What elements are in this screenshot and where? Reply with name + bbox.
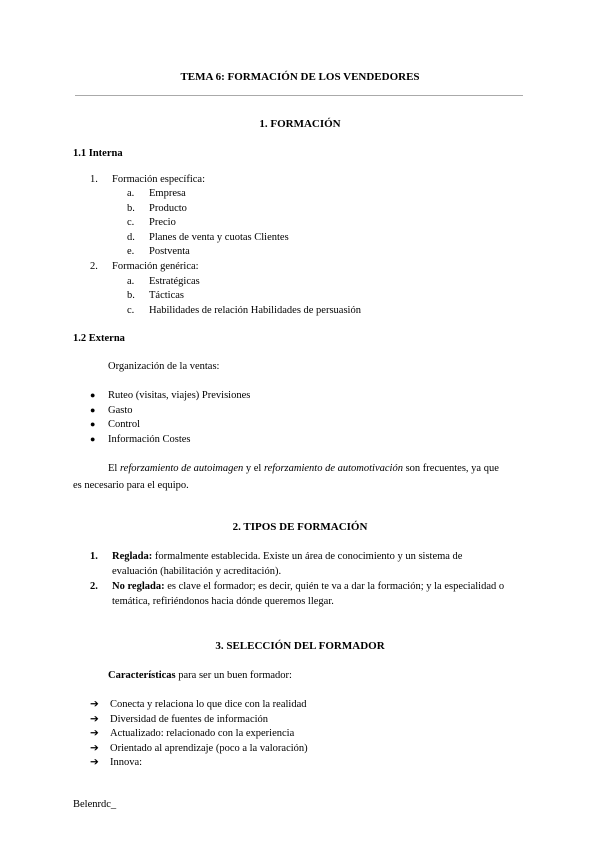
bullet-item bbox=[90, 434, 191, 445]
arrow-icon: ➔ bbox=[90, 699, 99, 710]
arrow-text: Diversidad de fuentes de información bbox=[110, 714, 269, 725]
note-text: El bbox=[108, 463, 120, 474]
footer-author: Belenrdc_ bbox=[73, 799, 117, 810]
arrow-icon: ➔ bbox=[90, 743, 99, 754]
subitem-letter: d. bbox=[127, 232, 135, 243]
bullet-icon: ● bbox=[90, 419, 96, 429]
document-title: TEMA 6: FORMACIÓN DE LOS VENDEDORES bbox=[180, 71, 420, 83]
subheading-externa: 1.2 Externa bbox=[73, 333, 125, 344]
list-subitem bbox=[127, 246, 190, 257]
externa-note-line2: es necesario para el equipo. bbox=[73, 480, 189, 491]
subitem-letter: a. bbox=[127, 188, 135, 199]
arrow-item bbox=[90, 698, 307, 710]
list-subitem bbox=[127, 290, 184, 301]
arrow-item bbox=[90, 756, 142, 768]
bullet-icon: ● bbox=[90, 405, 96, 415]
list-subitem bbox=[127, 276, 200, 287]
list-subitem bbox=[127, 203, 187, 214]
subitem-text: Empresa bbox=[149, 188, 186, 199]
item-text: es clave el formador; es decir, quién te va a dar la formación; y la especialidad o bbox=[167, 581, 505, 592]
list-item bbox=[90, 261, 199, 272]
intro-bold: Características bbox=[108, 670, 176, 681]
subitem-letter: c. bbox=[127, 217, 135, 228]
bullet-text: Control bbox=[108, 419, 141, 430]
list-item bbox=[90, 174, 205, 185]
arrow-text: Actualizado: relacionado con la experiencia bbox=[110, 728, 295, 739]
arrow-text: Innova: bbox=[110, 757, 143, 768]
list-subitem bbox=[127, 232, 289, 243]
arrow-icon: ➔ bbox=[90, 728, 99, 739]
subitem-letter: b. bbox=[127, 203, 135, 214]
section-heading-formacion: 1. FORMACIÓN bbox=[259, 118, 341, 130]
subitem-letter: c. bbox=[127, 305, 135, 316]
subitem-text: Tácticas bbox=[149, 290, 184, 301]
subitem-letter: a. bbox=[127, 276, 135, 287]
bullet-item bbox=[90, 419, 140, 430]
intro-text: para ser un buen formador: bbox=[175, 670, 292, 681]
note-text: y el bbox=[243, 463, 264, 474]
bullet-text: Ruteo (visitas, viajes) Previsiones bbox=[108, 390, 251, 401]
arrow-item bbox=[90, 727, 294, 739]
list-subitem bbox=[127, 188, 186, 199]
arrow-text: Orientado al aprendizaje (poco a la valoración) bbox=[110, 743, 308, 754]
arrow-icon: ➔ bbox=[90, 757, 99, 768]
item-number: 1. bbox=[90, 174, 98, 185]
list-subitem bbox=[127, 217, 176, 228]
item-number: 2. bbox=[90, 581, 98, 592]
note-text: son frecuentes, ya que bbox=[402, 463, 499, 474]
item-number: 1. bbox=[90, 551, 98, 562]
externa-intro: Organización de la ventas: bbox=[108, 361, 220, 372]
subitem-text: Producto bbox=[149, 203, 187, 214]
item-text: formalmente establecida. Existe un área de conocimiento y un sistema de bbox=[154, 551, 463, 562]
subitem-text: Precio bbox=[149, 217, 176, 228]
bullet-text: Información Costes bbox=[108, 434, 191, 445]
item-text-continued: evaluación (habilitación y acreditación). bbox=[112, 566, 282, 577]
subheading-interna: 1.1 Interna bbox=[73, 148, 123, 159]
subitem-text: Habilidades de relación Habilidades de persuasión bbox=[149, 305, 361, 316]
note-emphasis: reforzamiento de automotivación bbox=[263, 463, 403, 474]
subitem-text: Postventa bbox=[149, 246, 190, 257]
bullet-item bbox=[90, 405, 133, 416]
arrow-item bbox=[90, 742, 308, 754]
subitem-letter: b. bbox=[127, 290, 135, 301]
list-item bbox=[90, 581, 504, 592]
item-term: No reglada: bbox=[112, 581, 165, 592]
section-heading-seleccion: 3. SELECCIÓN DEL FORMADOR bbox=[215, 640, 385, 652]
item-term: Reglada: bbox=[112, 551, 153, 562]
item-label: Formación genérica: bbox=[112, 261, 199, 272]
seleccion-intro bbox=[108, 670, 292, 681]
bullet-icon: ● bbox=[90, 390, 96, 400]
note-emphasis: reforzamiento de autoimagen bbox=[119, 463, 244, 474]
subitem-text: Estratégicas bbox=[149, 276, 200, 287]
item-number: 2. bbox=[90, 261, 98, 272]
item-text-continued: temática, refiriéndonos hacia dónde queremos llegar. bbox=[112, 596, 334, 607]
list-item bbox=[90, 551, 462, 562]
arrow-text: Conecta y relaciona lo que dice con la realidad bbox=[110, 699, 307, 710]
section-heading-tipos: 2. TIPOS DE FORMACIÓN bbox=[232, 521, 368, 533]
item-label: Formación específica: bbox=[112, 174, 206, 185]
bullet-icon: ● bbox=[90, 434, 96, 444]
externa-note-line1 bbox=[108, 463, 499, 474]
bullet-text: Gasto bbox=[108, 405, 133, 416]
arrow-item bbox=[90, 713, 268, 725]
arrow-icon: ➔ bbox=[90, 714, 99, 725]
subitem-text: Planes de venta y cuotas Clientes bbox=[149, 232, 289, 243]
list-subitem bbox=[127, 305, 361, 316]
title-divider bbox=[75, 95, 523, 96]
subitem-letter: e. bbox=[127, 246, 135, 257]
bullet-item bbox=[90, 390, 250, 401]
